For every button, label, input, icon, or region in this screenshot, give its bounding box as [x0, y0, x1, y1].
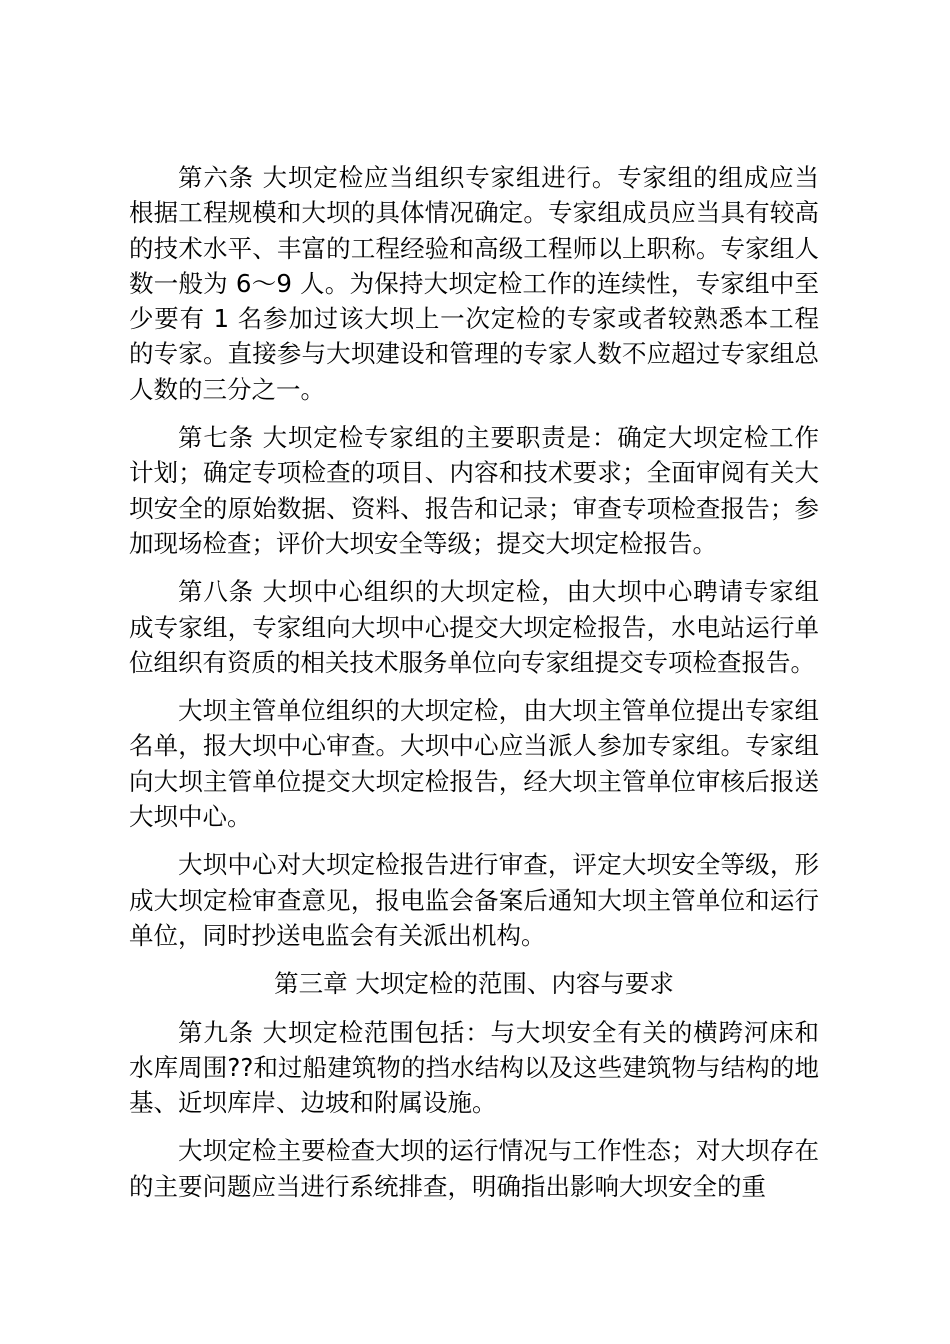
- inspection-content-paragraph: 大坝定检主要检查大坝的运行情况与工作性态；对大坝存在的主要问题应当进行系统排查，明确指出影响大坝安全的重: [129, 1136, 819, 1201]
- dam-authority-paragraph: 大坝主管单位组织的大坝定检，由大坝主管单位提出专家组名单，报大坝中心审查。大坝中心应当派人参加专家组。专家组向大坝主管单位提交大坝定检报告，经大坝主管单位审核后报送大坝中心。: [129, 696, 819, 832]
- document-body: [129, 160, 819, 1217]
- article-6-paragraph: 第六条 大坝定检应当组织专家组进行。专家组的组成应当根据工程规模和大坝的具体情况确定。专家组成员应当具有较高的技术水平、丰富的工程经验和高级工程师以上职称。专家组人数一般为 6～9 人。为保持大坝定检工作的连续性，专家组中至少要有 1 名参加过该大坝上一次定检的专家或者较熟悉本工程的专家。直接参与大坝建设和管理的专家人数不应超过专家组总人数的三分之一。: [129, 163, 819, 404]
- dam-center-review-paragraph: 大坝中心对大坝定检报告进行审查，评定大坝安全等级，形成大坝定检审查意见，报电监会备案后通知大坝主管单位和运行单位，同时抄送电监会有关派出机构。: [129, 850, 819, 950]
- article-7-paragraph: 第七条 大坝定检专家组的主要职责是：确定大坝定检工作计划；确定专项检查的项目、内容和技术要求；全面审阅有关大坝安全的原始数据、资料、报告和记录；审查专项检查报告；参加现场检查；评价大坝安全等级；提交大坝定检报告。: [129, 423, 819, 558]
- article-9-paragraph: 第九条 大坝定检范围包括：与大坝安全有关的横跨河床和水库周围??和过船建筑物的挡水结构以及这些建筑物与结构的地基、近坝库岸、边坡和附属设施。: [129, 1017, 819, 1118]
- chapter-3-heading: 第三章 大坝定检的范围、内容与要求: [274, 969, 674, 999]
- article-8-paragraph: 第八条 大坝中心组织的大坝定检，由大坝中心聘请专家组成专家组，专家组向大坝中心提交大坝定检报告，水电站运行单位组织有资质的相关技术服务单位向专家组提交专项检查报告。: [129, 577, 819, 677]
